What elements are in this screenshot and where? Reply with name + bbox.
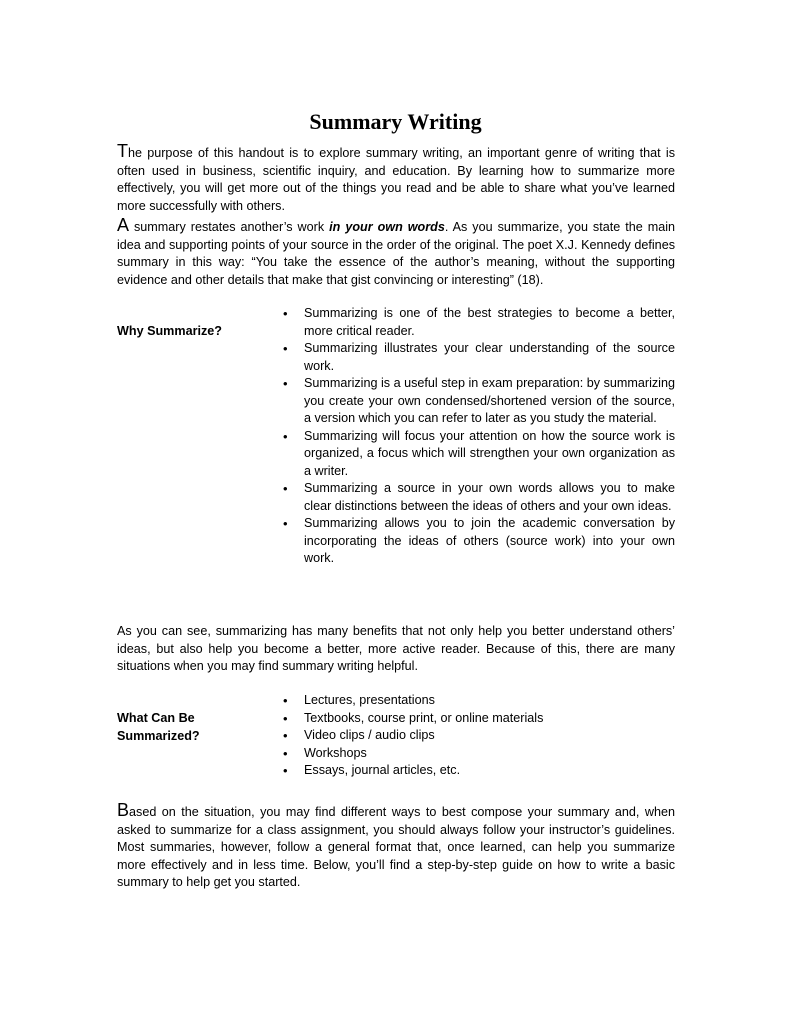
definition-initial: A [117, 215, 130, 235]
definition-emphasis: in your own words [329, 220, 445, 234]
list-item: • Workshops [304, 745, 675, 763]
closing-text: ased on the situation, you may find different ways to best compose your summary and, when asked to summarize for a class assignment, you should always follow your instructor’s guidelines. Most summaries, however, follow a general format that, once learned, can help you summarize more effectively and in less time. Below, you’ll find a step-by-step guide on how to write a basic summary to help get you started. [117, 805, 675, 889]
why-summarize-label: Why Summarize? [117, 324, 222, 338]
list-item: • Summarizing is one of the best strategies to become a better, more critical reader. [304, 305, 675, 340]
list-item: • Textbooks, course print, or online materials [304, 710, 675, 728]
list-item: • Summarizing is a useful step in exam preparation: by summarizing you create your own condensed/shortened version of the source, a version which you can refer to later as you study the material. [304, 375, 675, 428]
intro-paragraph [117, 143, 675, 215]
definition-text-after: . As you summarize, you state the main idea and supporting points of your source in the order of the original. The poet X.J. Kennedy defines summary in this way: “You take the essence of the author’s meaning, without the supporting evidence and other details that make that gist convincing or interesting” (18). [117, 220, 676, 287]
list-item: • Summarizing allows you to join the academic conversation by incorporating the ideas of others (source work) into your own work. [304, 515, 675, 568]
intro-initial: T [117, 141, 128, 161]
what-can-be-summarized-label [117, 710, 267, 745]
what-can-be-summarized-list [304, 692, 675, 780]
definition-text-before: summary restates another’s work [129, 220, 330, 234]
list-item: • Lectures, presentations [304, 692, 675, 710]
list-item: • Summarizing a source in your own words allows you to make clear distinctions between the ideas of others and your own ideas. [304, 480, 675, 515]
benefits-paragraph: As you can see, summarizing has many benefits that not only help you better understand others’ ideas, but also help you become a better, more active reader. Because of this, there are many situations when you may find summary writing helpful. [117, 624, 675, 673]
label-line: What Can Be [117, 711, 195, 725]
intro-text: he purpose of this handout is to explore summary writing, an important genre of writing that is often used in business, scientific inquiry, and education. By learning how to summarize more effectively, you will get more out of the things you read and be able to share what you’ve learned more successfully with others. [117, 146, 675, 213]
list-item: • Summarizing will focus your attention on how the source work is organized, a focus which will strengthen your own organization as a writer. [304, 428, 675, 481]
closing-initial: B [117, 800, 130, 820]
definition-paragraph [117, 217, 675, 289]
list-item: • Video clips / audio clips [304, 727, 675, 745]
page-title: Summary Writing [309, 109, 482, 134]
label-line: Summarized? [117, 728, 200, 743]
why-summarize-list [304, 305, 675, 568]
closing-paragraph [117, 802, 675, 892]
list-item: • Summarizing illustrates your clear understanding of the source work. [304, 340, 675, 375]
list-item: • Essays, journal articles, etc. [304, 762, 675, 780]
